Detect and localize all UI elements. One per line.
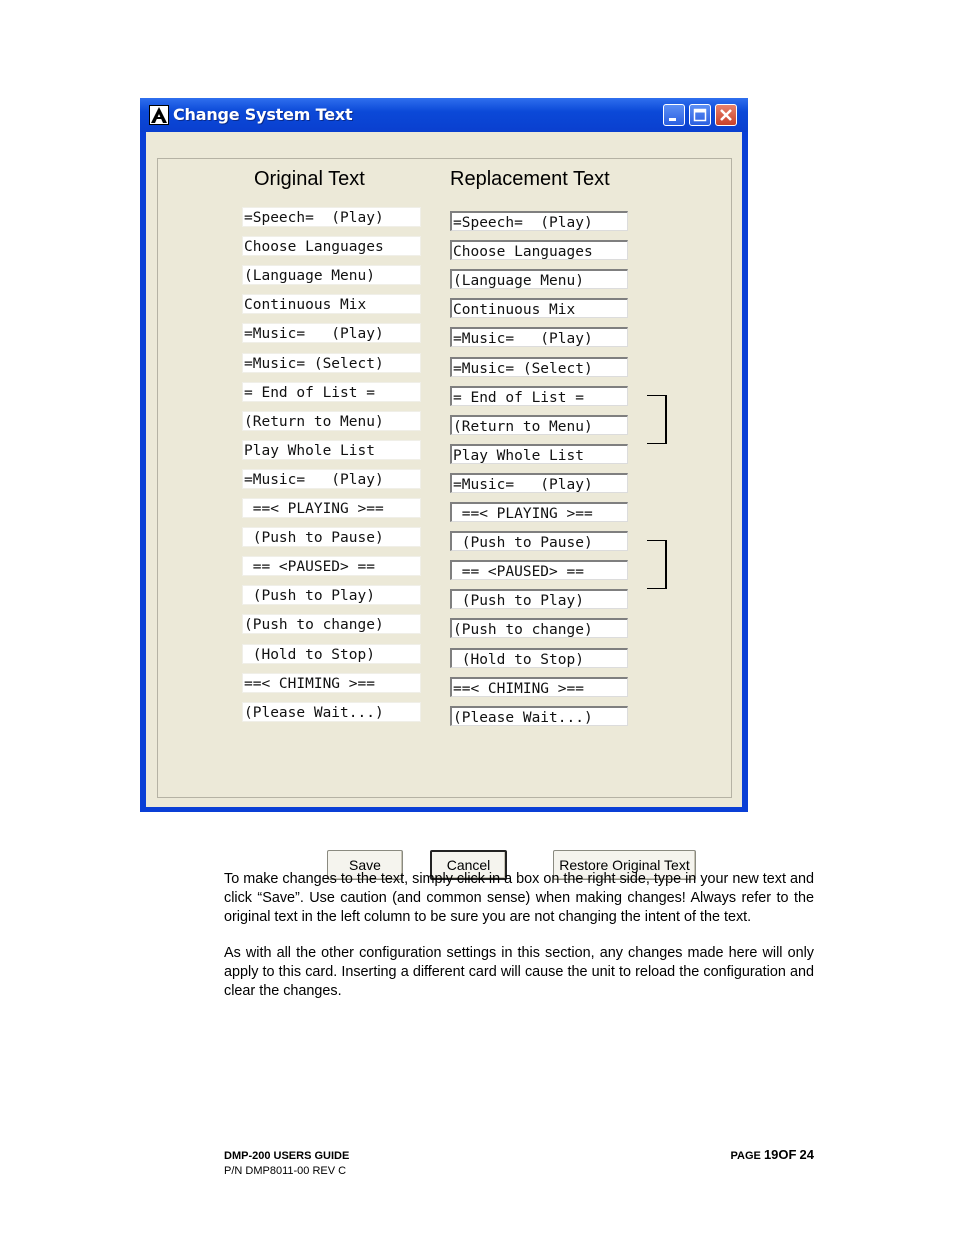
replacement-text-header: Replacement Text — [450, 168, 610, 190]
minimize-button[interactable] — [663, 104, 685, 126]
replacement-text-input[interactable]: Play Whole List — [450, 444, 628, 464]
replacement-text-input[interactable]: ==< CHIMING >== — [450, 677, 628, 697]
page-total: 24 — [799, 1147, 814, 1162]
title-bar[interactable] — [140, 98, 748, 132]
original-text-field: Continuous Mix — [242, 294, 421, 314]
original-text-field: =Music= (Select) — [242, 353, 421, 373]
original-text-field: ==< CHIMING >== — [242, 673, 421, 693]
original-text-field: (Language Menu) — [242, 265, 421, 285]
group-bracket — [647, 540, 667, 589]
change-system-text-dialog — [140, 98, 748, 873]
replacement-text-input[interactable]: (Please Wait...) — [450, 706, 628, 726]
replacement-text-input[interactable]: (Hold to Stop) — [450, 648, 628, 668]
original-text-field: (Push to Pause) — [242, 527, 421, 547]
page-number — [731, 1147, 814, 1162]
replacement-text-input[interactable]: Continuous Mix — [450, 298, 628, 318]
page-label: PAGE — [730, 1150, 761, 1162]
replacement-text-input[interactable]: =Music= (Select) — [450, 357, 628, 377]
original-text-field: (Push to change) — [242, 614, 421, 634]
dialog-body — [146, 132, 742, 873]
group-bracket — [647, 395, 667, 444]
save-button[interactable]: Save — [327, 850, 403, 880]
original-text-field: (Return to Menu) — [242, 411, 421, 431]
replacement-text-input[interactable]: =Music= (Play) — [450, 327, 628, 347]
footer-left — [224, 1149, 349, 1179]
original-text-field: =Speech= (Play) — [242, 207, 421, 227]
replacement-text-input[interactable]: (Return to Menu) — [450, 415, 628, 435]
original-text-field: ==< PLAYING >== — [242, 498, 421, 518]
replacement-text-input[interactable]: =Music= (Play) — [450, 473, 628, 493]
cancel-button[interactable]: Cancel — [430, 850, 507, 880]
original-text-field: Choose Languages — [242, 236, 421, 256]
page-of: OF — [778, 1147, 797, 1162]
original-text-field: =Music= (Play) — [242, 469, 421, 489]
replacement-text-input[interactable]: (Language Menu) — [450, 269, 628, 289]
dialog-title: Change System Text — [173, 105, 353, 124]
replacement-text-input[interactable]: Choose Languages — [450, 240, 628, 260]
replacement-text-input[interactable]: (Push to change) — [450, 618, 628, 638]
original-text-field: (Push to Play) — [242, 585, 421, 605]
replacement-text-input[interactable]: (Push to Play) — [450, 589, 628, 609]
replacement-text-input[interactable]: ==< PLAYING >== — [450, 502, 628, 522]
part-number: P/N DMP8011-00 REV C — [224, 1165, 347, 1177]
original-text-field: (Please Wait...) — [242, 702, 421, 722]
original-text-field: = End of List = — [242, 382, 421, 402]
replacement-text-input[interactable]: = End of List = — [450, 386, 628, 406]
replacement-text-input[interactable]: (Push to Pause) — [450, 531, 628, 551]
page-current: 19 — [763, 1147, 779, 1162]
instructions-paragraph: To make changes to the text, simply click in a box on the right side, type in your new text and click “Save”. Use caution (and common sense) when making changes! Always refer to the original text in the left column to be sure you are not changing the intent of the text. — [224, 871, 814, 925]
original-text-field: =Music= (Play) — [242, 323, 421, 343]
maximize-button[interactable] — [689, 104, 711, 126]
replacement-text-input[interactable]: =Speech= (Play) — [450, 211, 628, 231]
guide-title: DMP-200 USERS GUIDE — [224, 1150, 350, 1162]
original-text-field: (Hold to Stop) — [242, 644, 421, 664]
original-text-field: Play Whole List — [242, 440, 421, 460]
restore-original-text-button[interactable]: Restore Original Text — [553, 850, 696, 880]
original-text-header: Original Text — [254, 168, 365, 190]
close-button[interactable] — [715, 104, 737, 126]
original-text-field: == <PAUSED> == — [242, 556, 421, 576]
card-note-paragraph: As with all the other configuration settings in this section, any changes made here will only apply to this card. Inserting a different card will cause the unit to reload the configuration and clear the changes. — [224, 945, 814, 999]
replacement-text-input[interactable]: == <PAUSED> == — [450, 560, 628, 580]
app-logo-icon — [149, 105, 169, 125]
